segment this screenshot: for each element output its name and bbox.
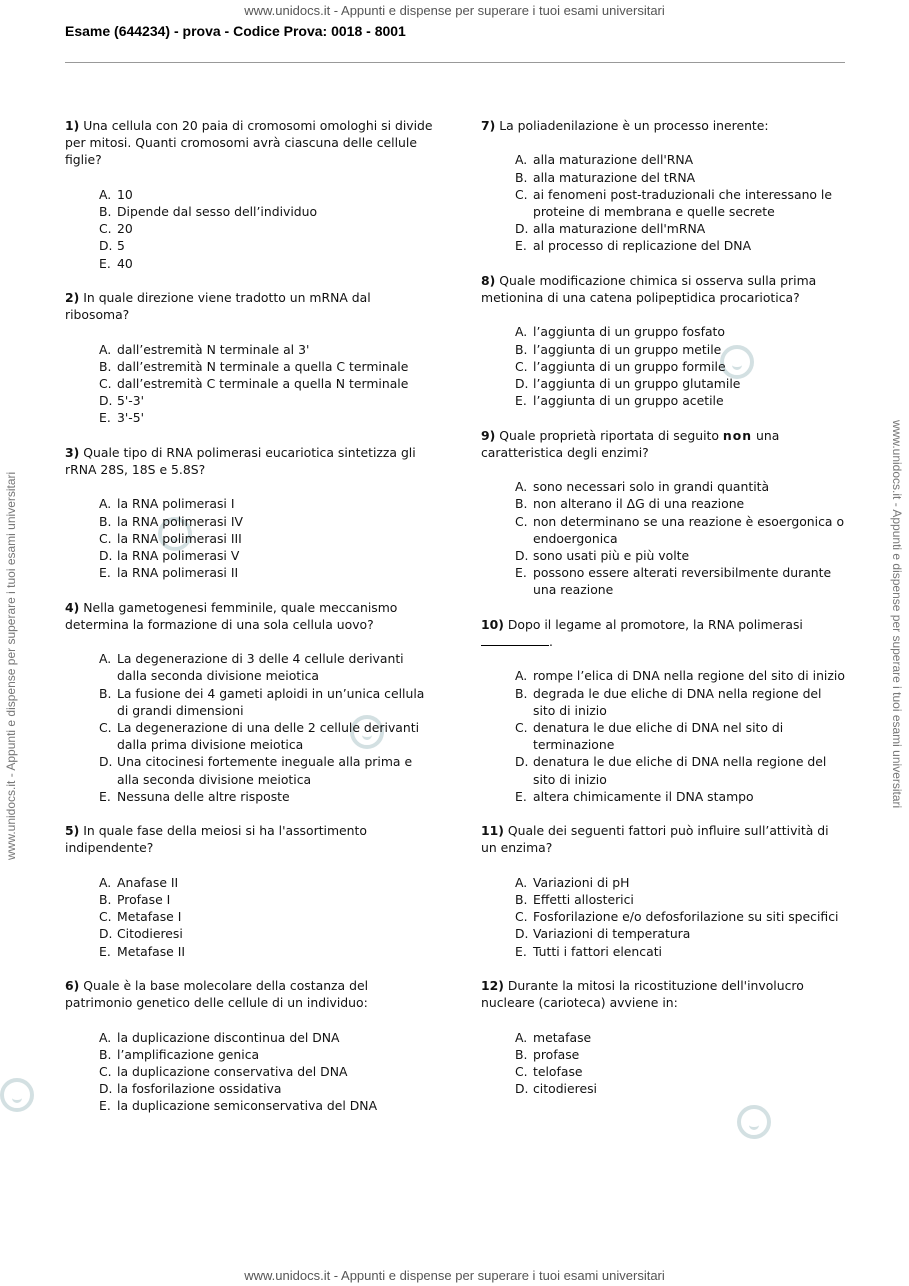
option-item[interactable]	[515, 1046, 846, 1063]
option-item[interactable]	[99, 203, 435, 220]
option-list	[481, 1029, 846, 1098]
option-item[interactable]	[99, 255, 435, 272]
option-letter: B.	[515, 496, 528, 512]
question-text	[481, 272, 846, 306]
option-text: la duplicazione discontinua del DNA	[117, 1029, 340, 1045]
option-item[interactable]	[99, 1063, 435, 1080]
option-item[interactable]	[99, 547, 435, 564]
option-letter: C.	[99, 376, 112, 391]
option-text: l’aggiunta di un gruppo fosfato	[533, 324, 725, 340]
question-1	[65, 117, 435, 272]
question-body-end: una caratteristica degli enzimi?	[481, 427, 780, 460]
option-letter: B.	[99, 204, 112, 219]
option-item[interactable]	[515, 323, 846, 340]
option-text: 40	[117, 255, 133, 271]
question-body: Nella gametogenesi femminile, quale meccanismo determina la formazione di una sola cellula uovo?	[65, 599, 398, 632]
option-letter: C.	[99, 720, 112, 735]
option-letter: A.	[99, 186, 112, 202]
option-text: citodieresi	[533, 1081, 597, 1097]
option-letter: E.	[515, 238, 527, 254]
option-text: sono necessari solo in grandi quantità	[533, 479, 770, 495]
option-list	[481, 874, 846, 960]
option-letter: B.	[515, 892, 528, 907]
question-number: 10)	[481, 616, 504, 632]
option-text: Variazioni di pH	[533, 874, 630, 890]
option-item[interactable]	[99, 1080, 435, 1097]
question-body-end: .	[549, 634, 553, 649]
option-text: la RNA polimerasi IV	[117, 513, 243, 529]
option-letter: A.	[99, 874, 112, 890]
option-item[interactable]	[515, 186, 846, 220]
option-list	[481, 151, 846, 254]
option-item[interactable]	[99, 1046, 435, 1063]
option-item[interactable]	[515, 719, 846, 753]
question-4	[65, 599, 435, 805]
watermark-right: www.unidocs.it - Appunti e dispense per superare i tuoi esami universitari	[890, 420, 904, 809]
option-text: Nessuna delle altre risposte	[117, 788, 290, 804]
option-item[interactable]	[99, 685, 435, 719]
option-item[interactable]	[515, 513, 846, 547]
option-letter: B.	[515, 341, 528, 357]
option-item[interactable]	[515, 341, 846, 358]
option-item[interactable]	[99, 650, 435, 684]
option-text: al processo di replicazione del DNA	[533, 238, 752, 254]
option-item[interactable]	[515, 908, 846, 925]
question-text	[481, 822, 846, 856]
option-letter: A.	[515, 1029, 528, 1045]
question-text	[481, 616, 846, 650]
question-body: Durante la mitosi la ricostituzione dell'involucro nucleare (carioteca) avviene in:	[481, 978, 804, 1011]
question-number: 11)	[481, 823, 504, 839]
question-body: In quale direzione viene tradotto un mRNA dal ribosoma?	[65, 290, 371, 323]
option-text: Fosforilazione e/o defosforilazione su siti specifici	[533, 909, 839, 925]
option-letter: E.	[515, 943, 527, 959]
question-body: Quale modificazione chimica si osserva sulla prima metionina di una catena polipeptidica procariotica?	[481, 272, 817, 305]
option-text: La degenerazione di 3 delle 4 cellule derivanti dalla seconda divisione meiotica	[117, 651, 404, 684]
option-letter: A.	[99, 651, 112, 667]
question-number: 3)	[65, 444, 80, 460]
option-text: 10	[117, 186, 133, 202]
question-text	[65, 117, 435, 169]
option-letter: D.	[515, 221, 529, 237]
option-letter: A.	[515, 874, 528, 890]
option-letter: C.	[515, 909, 528, 925]
option-text: Tutti i fattori elencati	[533, 943, 662, 959]
option-text: denatura le due eliche di DNA nel sito di terminazione	[533, 720, 784, 753]
option-letter: C.	[99, 221, 112, 237]
question-number: 7)	[481, 118, 496, 133]
option-text: Una citocinesi fortemente ineguale alla prima e alla seconda divisione meiotica	[117, 754, 413, 787]
option-letter: B.	[515, 169, 528, 185]
option-item[interactable]	[99, 375, 435, 392]
option-list	[65, 874, 435, 960]
watermark-bottom: www.unidocs.it - Appunti e dispense per superare i tuoi esami universitari	[244, 1268, 665, 1283]
option-letter: B.	[515, 1046, 528, 1062]
option-text: la fosforilazione ossidativa	[117, 1081, 282, 1097]
question-text	[65, 599, 435, 633]
option-item[interactable]	[515, 169, 846, 186]
option-item[interactable]	[99, 719, 435, 753]
option-list	[481, 667, 846, 805]
header-divider	[65, 62, 845, 63]
option-text: la RNA polimerasi I	[117, 496, 235, 512]
option-letter: E.	[99, 410, 111, 426]
option-letter: B.	[99, 685, 112, 701]
option-letter: E.	[99, 788, 111, 804]
option-item[interactable]	[515, 1080, 846, 1097]
option-item[interactable]	[515, 547, 846, 564]
question-column-right	[481, 117, 846, 1115]
question-10	[481, 616, 846, 805]
option-item[interactable]	[515, 237, 846, 254]
option-item[interactable]	[99, 341, 435, 358]
option-item[interactable]	[515, 891, 846, 908]
option-text: Metafase II	[117, 943, 186, 959]
option-item[interactable]	[99, 753, 435, 787]
option-item[interactable]	[515, 753, 846, 787]
option-text: dall’estremità C terminale a quella N terminale	[117, 376, 409, 391]
unidocs-logo-icon	[0, 1078, 34, 1112]
question-text	[481, 117, 846, 134]
option-text: dall’estremità N terminale a quella C terminale	[117, 358, 409, 374]
option-letter: C.	[99, 909, 112, 925]
option-letter: B.	[99, 513, 112, 529]
option-letter: B.	[515, 685, 528, 701]
option-letter: E.	[515, 788, 527, 804]
option-item[interactable]	[515, 478, 846, 495]
option-text: alla maturazione dell'RNA	[533, 152, 694, 168]
option-text: non determinano se una reazione è esoergonica o endoergonica	[533, 513, 845, 546]
page-title: Esame (644234) - prova - Codice Prova: 0018 - 8001	[65, 23, 406, 39]
option-text: telofase	[533, 1064, 583, 1079]
option-item[interactable]	[515, 151, 846, 168]
question-text	[65, 977, 435, 1011]
question-number: 2)	[65, 290, 80, 305]
option-text: l’aggiunta di un gruppo acetile	[533, 393, 724, 409]
option-text: alla maturazione dell'mRNA	[533, 221, 706, 237]
option-item[interactable]	[515, 1029, 846, 1046]
question-9	[481, 427, 846, 599]
question-number: 6)	[65, 978, 80, 993]
option-letter: C.	[515, 358, 528, 374]
option-letter: D.	[99, 393, 113, 409]
question-number: 8)	[481, 272, 496, 288]
option-text: denatura le due eliche di DNA nella regione del sito di inizio	[533, 754, 827, 787]
option-letter: D.	[99, 754, 113, 770]
option-item[interactable]	[515, 495, 846, 512]
option-text: possono essere alterati reversibilmente durante una reazione	[533, 565, 832, 598]
question-11	[481, 822, 846, 960]
question-5	[65, 822, 435, 960]
option-letter: E.	[99, 1098, 111, 1114]
question-body: Quale tipo di RNA polimerasi eucariotica sintetizza gli rRNA 28S, 18S e 5.8S?	[65, 444, 416, 477]
option-letter: C.	[515, 186, 528, 202]
option-letter: E.	[99, 943, 111, 959]
question-12	[481, 977, 846, 1097]
option-item[interactable]	[515, 874, 846, 891]
question-6	[65, 977, 435, 1115]
option-item[interactable]	[99, 925, 435, 942]
option-item[interactable]	[515, 375, 846, 392]
question-body: Quale è la base molecolare della costanza del patrimonio genetico delle cellule di un individuo:	[65, 978, 369, 1011]
option-item[interactable]	[99, 788, 435, 805]
option-item[interactable]	[99, 513, 435, 530]
question-number: 4)	[65, 599, 80, 615]
option-item[interactable]	[99, 220, 435, 237]
option-item[interactable]	[515, 358, 846, 375]
option-list	[65, 495, 435, 581]
option-item[interactable]	[99, 409, 435, 426]
option-letter: D.	[99, 926, 113, 942]
option-item[interactable]	[515, 685, 846, 719]
question-number: 9)	[481, 427, 496, 443]
option-letter: C.	[99, 530, 112, 546]
option-letter: A.	[99, 341, 112, 357]
option-letter: A.	[515, 479, 528, 495]
option-item[interactable]	[99, 1029, 435, 1046]
option-letter: D.	[515, 754, 529, 770]
option-letter: D.	[99, 548, 113, 563]
option-text: la duplicazione conservativa del DNA	[117, 1064, 348, 1079]
option-letter: B.	[99, 892, 112, 907]
question-body: Dopo il legame al promotore, la RNA polimerasi	[507, 616, 803, 632]
option-item[interactable]	[515, 667, 846, 684]
option-letter: D.	[99, 1081, 113, 1097]
fill-in-blank	[481, 634, 549, 646]
option-text: non alterano il ΔG di una reazione	[533, 496, 745, 512]
option-item[interactable]	[99, 530, 435, 547]
option-item[interactable]	[99, 358, 435, 375]
question-8	[481, 272, 846, 410]
question-body: Una cellula con 20 paia di cromosomi omologhi si divide per mitosi. Quanti cromosomi avrà ciascuna delle cellule figlie?	[65, 118, 433, 168]
question-text	[481, 427, 846, 461]
option-item[interactable]	[515, 392, 846, 409]
question-text	[65, 444, 435, 478]
question-3	[65, 444, 435, 582]
option-list	[65, 650, 435, 805]
option-item[interactable]	[99, 1097, 435, 1114]
option-letter: C.	[515, 513, 528, 529]
option-text: l’aggiunta di un gruppo formile	[533, 358, 726, 374]
option-list	[65, 1029, 435, 1115]
option-text: Effetti allosterici	[533, 892, 634, 907]
option-letter: D.	[515, 1081, 529, 1097]
option-text: la RNA polimerasi III	[117, 530, 242, 546]
option-text: sono usati più e più volte	[533, 548, 690, 563]
option-text: 5	[117, 238, 125, 254]
option-letter: C.	[515, 720, 528, 735]
option-letter: A.	[515, 324, 528, 340]
option-item[interactable]	[99, 237, 435, 254]
option-letter: B.	[99, 358, 112, 374]
question-2	[65, 289, 435, 427]
option-letter: D.	[99, 238, 113, 254]
option-letter: C.	[515, 1064, 528, 1079]
option-letter: E.	[515, 565, 527, 581]
watermark-top: www.unidocs.it - Appunti e dispense per superare i tuoi esami universitari	[244, 3, 665, 18]
option-item[interactable]	[99, 874, 435, 891]
question-text	[65, 289, 435, 323]
question-body: In quale fase della meiosi si ha l'assortimento indipendente?	[65, 823, 367, 856]
option-text: Anafase II	[117, 874, 179, 890]
option-text: Dipende dal sesso dell’individuo	[117, 204, 318, 219]
option-text: 20	[117, 221, 133, 237]
option-text: degrada le due eliche di DNA nella regione del sito di inizio	[533, 685, 822, 718]
question-emphasis: non	[722, 427, 753, 443]
option-text: l’amplificazione genica	[117, 1046, 260, 1062]
option-letter: A.	[99, 496, 112, 512]
option-text: dall’estremità N terminale al 3'	[117, 341, 310, 357]
option-letter: D.	[515, 376, 529, 391]
watermark-left: www.unidocs.it - Appunti e dispense per superare i tuoi esami universitari	[4, 471, 18, 860]
option-letter: C.	[99, 1064, 112, 1079]
option-item[interactable]	[515, 1063, 846, 1080]
option-list	[65, 341, 435, 427]
option-text: profase	[533, 1046, 580, 1062]
option-letter: A.	[515, 152, 528, 168]
option-letter: A.	[99, 1029, 112, 1045]
option-text: Metafase I	[117, 909, 182, 925]
option-item[interactable]	[515, 564, 846, 598]
option-letter: D.	[515, 548, 529, 563]
option-list	[65, 186, 435, 272]
option-item[interactable]	[99, 943, 435, 960]
option-text: Variazioni di temperatura	[533, 926, 691, 942]
option-text: l’aggiunta di un gruppo metile	[533, 341, 722, 357]
option-text: la RNA polimerasi V	[117, 548, 240, 563]
option-text: la duplicazione semiconservativa del DNA	[117, 1098, 378, 1114]
option-text: ai fenomeni post-traduzionali che interessano le proteine di membrana e quelle secrete	[533, 186, 833, 219]
option-text: rompe l’elica di DNA nella regione del sito di inizio	[533, 668, 845, 684]
question-body: Quale dei seguenti fattori può influire sull’attività di un enzima?	[481, 823, 829, 856]
option-item[interactable]	[515, 943, 846, 960]
option-list	[481, 323, 846, 409]
question-number: 1)	[65, 118, 80, 133]
option-letter: B.	[99, 1046, 112, 1062]
option-text: metafase	[533, 1029, 592, 1045]
option-item[interactable]	[99, 891, 435, 908]
option-list	[481, 478, 846, 598]
option-item[interactable]	[99, 186, 435, 203]
question-number: 5)	[65, 823, 80, 839]
option-text: 5'-3'	[117, 393, 145, 409]
question-text	[65, 822, 435, 856]
option-item[interactable]	[515, 788, 846, 805]
option-letter: E.	[99, 255, 111, 271]
option-text: alla maturazione del tRNA	[533, 169, 696, 185]
question-column-left	[65, 117, 435, 1132]
option-text: la RNA polimerasi II	[117, 565, 239, 581]
option-item[interactable]	[99, 495, 435, 512]
option-text: Citodieresi	[117, 926, 183, 942]
option-letter: E.	[515, 393, 527, 409]
question-number: 12)	[481, 978, 504, 993]
option-item[interactable]	[99, 564, 435, 581]
option-text: La fusione dei 4 gameti aploidi in un’unica cellula di grandi dimensioni	[117, 685, 425, 718]
option-text: Profase I	[117, 892, 171, 907]
option-item[interactable]	[99, 392, 435, 409]
question-7	[481, 117, 846, 255]
option-text: altera chimicamente il DNA stampo	[533, 788, 754, 804]
option-text: 3'-5'	[117, 410, 145, 426]
option-item[interactable]	[515, 220, 846, 237]
question-body: La poliadenilazione è un processo inerente:	[499, 118, 769, 133]
option-text: l’aggiunta di un gruppo glutamile	[533, 376, 741, 391]
option-item[interactable]	[515, 925, 846, 942]
question-body-start: Quale proprietà riportata di seguito	[499, 427, 723, 443]
option-letter: E.	[99, 565, 111, 581]
option-letter: A.	[515, 668, 528, 684]
option-letter: D.	[515, 926, 529, 942]
option-item[interactable]	[99, 908, 435, 925]
question-text	[481, 977, 846, 1011]
option-text: La degenerazione di una delle 2 cellule derivanti dalla prima divisione meiotica	[117, 720, 420, 753]
